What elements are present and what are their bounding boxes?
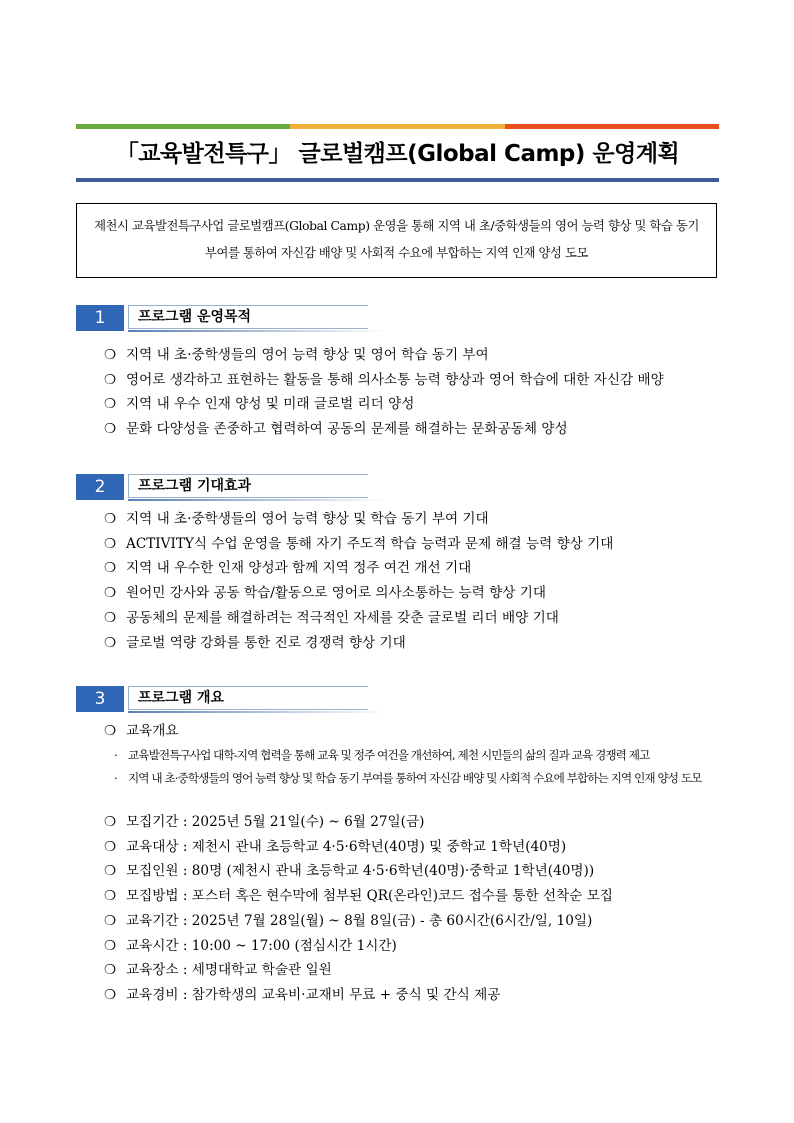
overview-details-list <box>104 810 724 1008</box>
title-underline <box>76 178 719 182</box>
list-item: ❍ 지역 내 초·중학생들의 영어 능력 향상 및 영어 학습 동기 부여 <box>104 343 724 368</box>
list-item: ❍ 지역 내 우수한 인재 양성과 함께 지역 정주 여건 개선 기대 <box>104 556 724 581</box>
list-item: ❍ 원어민 강사와 공동 학습/활동으로 영어로 의사소통하는 능력 향상 기대 <box>104 581 724 606</box>
section-3-header <box>76 686 376 712</box>
circle-bullet-icon: ❍ <box>104 371 117 388</box>
section-number-badge: 2 <box>76 474 124 500</box>
detail-value: 10:00 ~ 17:00 (점심시간 1시간) <box>191 937 397 954</box>
section-heading: 프로그램 운영목적 <box>128 305 368 329</box>
top-bar-red <box>505 124 719 129</box>
circle-bullet-icon: ❍ <box>104 937 117 954</box>
dot-bullet-icon: · <box>114 748 117 762</box>
detail-item: ❍ 교육대상 : 제천시 관내 초등학교 4·5·6학년(40명) 및 중학교 1학년(40명) <box>104 835 724 860</box>
detail-value: 세명대학교 학술관 일원 <box>191 962 332 979</box>
overview-label-list <box>104 719 724 744</box>
circle-bullet-icon: ❍ <box>104 535 117 552</box>
list-item: ❍ ACTIVITY식 수업 운영을 통해 자기 주도적 학습 능력과 문제 해결 능력 향상 기대 <box>104 532 724 557</box>
detail-label: 교육경비 <box>126 986 179 1003</box>
section-1-header <box>76 305 376 331</box>
section-heading-underline <box>128 499 388 501</box>
detail-label: 교육대상 <box>126 838 179 855</box>
circle-bullet-icon: ❍ <box>104 912 117 929</box>
detail-label: 모집방법 <box>126 888 179 905</box>
detail-item: ❍ 교육시간 : 10:00 ~ 17:00 (점심시간 1시간) <box>104 934 724 959</box>
detail-value: 포스터 혹은 현수막에 첨부된 QR(온라인)코드 접수를 통한 선착순 모집 <box>191 888 613 905</box>
list-item: ❍ 영어로 생각하고 표현하는 활동을 통해 의사소통 능력 향상과 영어 학습에 대한 자신감 배양 <box>104 368 724 393</box>
detail-label: 모집인원 <box>126 863 179 880</box>
detail-value: 제천시 관내 초등학교 4·5·6학년(40명) 및 중학교 1학년(40명) <box>191 838 567 855</box>
section-heading-underline <box>128 711 388 713</box>
circle-bullet-icon: ❍ <box>104 986 117 1003</box>
section-number-badge: 3 <box>76 686 124 712</box>
circle-bullet-icon: ❍ <box>104 560 117 577</box>
section-number-badge: 1 <box>76 305 124 331</box>
dot-bullet-icon: · <box>114 771 117 785</box>
detail-value: 2025년 5월 21일(수) ~ 6월 27일(금) <box>191 814 425 830</box>
circle-bullet-icon: ❍ <box>104 888 117 905</box>
circle-bullet-icon: ❍ <box>104 814 117 830</box>
circle-bullet-icon: ❍ <box>104 347 117 363</box>
circle-bullet-icon: ❍ <box>104 962 117 979</box>
list-item: ❍ 글로벌 역량 강화를 통한 진로 경쟁력 향상 기대 <box>104 631 724 656</box>
detail-label: 모집기간 <box>126 814 179 830</box>
detail-label: 교육장소 <box>126 962 179 979</box>
section-heading: 프로그램 개요 <box>128 686 368 710</box>
section-2-list <box>104 507 724 655</box>
circle-bullet-icon: ❍ <box>104 634 117 651</box>
overview-sub-list <box>114 746 724 787</box>
top-bar-yellow <box>290 124 504 129</box>
circle-bullet-icon: ❍ <box>104 723 117 739</box>
circle-bullet-icon: ❍ <box>104 421 117 438</box>
circle-bullet-icon: ❍ <box>104 863 117 880</box>
top-color-bar <box>76 124 719 129</box>
list-item: ❍ 공동체의 문제를 해결하려는 적극적인 자세를 갖춘 글로벌 리더 배양 기대 <box>104 606 724 631</box>
circle-bullet-icon: ❍ <box>104 585 117 602</box>
circle-bullet-icon: ❍ <box>104 511 117 527</box>
section-1-list <box>104 343 724 442</box>
document-title: 「교육발전특구」 글로벌캠프(Global Camp) 운영계획 <box>115 141 680 167</box>
detail-value: 참가학생의 교육비·교재비 무료 + 중식 및 간식 제공 <box>191 986 501 1003</box>
section-heading: 프로그램 기대효과 <box>128 474 368 498</box>
detail-item: ❍ 교육경비 : 참가학생의 교육비·교재비 무료 + 중식 및 간식 제공 <box>104 983 724 1008</box>
detail-item: ❍ 교육장소 : 세명대학교 학술관 일원 <box>104 958 724 983</box>
detail-label: 교육시간 <box>126 937 179 954</box>
sub-list-item: · 지역 내 초·중학생들의 영어 능력 향상 및 학습 동기 부여를 통하여 자신감 배양 및 사회적 수요에 부합하는 지역 인재 양성 도모 <box>114 771 702 785</box>
list-item: ❍ 지역 내 초·중학생들의 영어 능력 향상 및 학습 동기 부여 기대 <box>104 507 724 532</box>
sub-list-item: · 교육발전특구사업 대학-지역 협력을 통해 교육 및 정주 여건을 개선하여, 제천 시민들의 삶의 질과 교육 경쟁력 제고 <box>114 748 650 762</box>
detail-value: 80명 (제천시 관내 초등학교 4·5·6학년(40명)·중학교 1학년(40명)) <box>191 863 595 880</box>
list-item: ❍ 지역 내 우수 인재 양성 및 미래 글로벌 리더 양성 <box>104 392 724 417</box>
top-bar-green <box>76 124 290 129</box>
circle-bullet-icon: ❍ <box>104 396 117 413</box>
list-item: ❍ 교육개요 <box>104 719 724 744</box>
section-heading-underline <box>128 330 388 332</box>
detail-item: ❍ 교육기간 : 2025년 7월 28일(월) ~ 8월 8일(금) - 총 60시간(6시간/일, 10일) <box>104 909 724 934</box>
detail-item: ❍ 모집기간 : 2025년 5월 21일(수) ~ 6월 27일(금) <box>104 810 724 835</box>
section-2-header <box>76 474 376 500</box>
list-item: ❍ 문화 다양성을 존중하고 협력하여 공동의 문제를 해결하는 문화공동체 양성 <box>104 417 724 442</box>
summary-box: 제천시 교육발전특구사업 글로벌캠프(Global Camp) 운영을 통해 지역 내 초/중학생들의 영어 능력 향상 및 학습 동기 부여를 통하여 자신감 배양 및 사회적 수요에 부합하는 지역 인재 양성 도모 <box>76 203 717 278</box>
detail-item: ❍ 모집방법 : 포스터 혹은 현수막에 첨부된 QR(온라인)코드 접수를 통한 선착순 모집 <box>104 884 724 909</box>
detail-value: 2025년 7월 28일(월) ~ 8월 8일(금) - 총 60시간(6시간/일, 10일) <box>191 912 593 929</box>
detail-label: 교육기간 <box>126 912 179 929</box>
circle-bullet-icon: ❍ <box>104 838 117 855</box>
circle-bullet-icon: ❍ <box>104 609 117 626</box>
detail-item: ❍ 모집인원 : 80명 (제천시 관내 초등학교 4·5·6학년(40명)·중학교 1학년(40명)) <box>104 859 724 884</box>
